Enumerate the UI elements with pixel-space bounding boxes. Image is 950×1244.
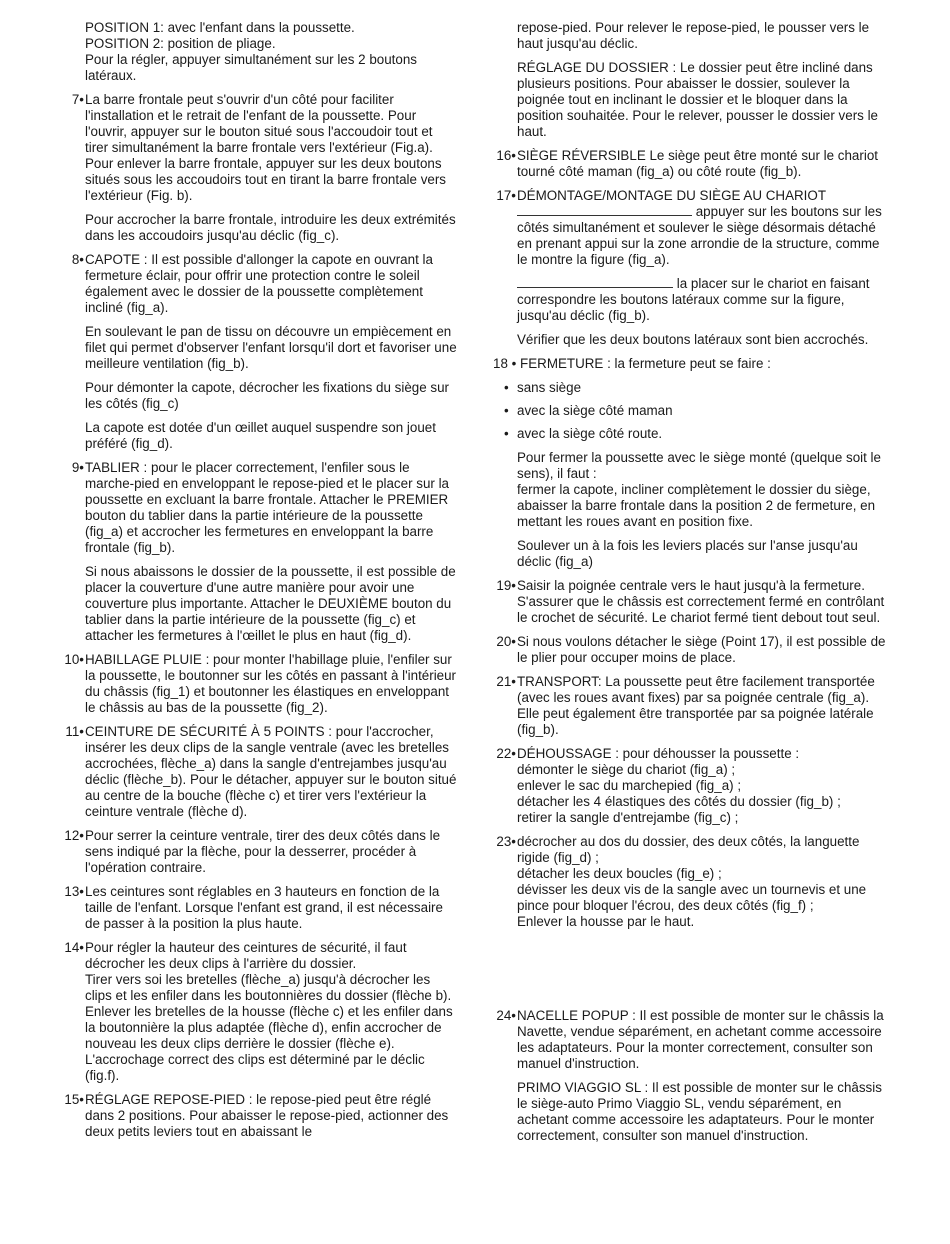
- item-19: [490, 578, 892, 626]
- item-number: 23•: [496, 834, 516, 849]
- paragraph: Tirer vers soi les bretelles (flèche_a) jusqu'à décrocher les clips et les enfiler dans les boutonnières du dossier (flèche b). Enlever les bretelles de la housse (flèche c) et les enfiler dans la boutonnière la plus adaptée (flèche d), enfin accrocher de nouveau les deux clips derrière le dossier (flèche e). L'accrochage correct des clips est déterminé par le déclic (fig.f).: [85, 972, 453, 1083]
- item-9: [58, 460, 458, 644]
- item-number: 21•: [496, 674, 516, 689]
- item-number: 18 •: [493, 356, 517, 371]
- text-line: enlever le sac du marchepied (fig_a) ;: [517, 778, 742, 793]
- item-21: [490, 674, 892, 738]
- left-column: [58, 20, 458, 1148]
- paragraph: Soulever un à la fois les leviers placés sur l'anse jusqu'au déclic (fig_a): [517, 538, 858, 569]
- list-item: [490, 380, 892, 396]
- blank-line: [517, 204, 692, 216]
- intro-line: Pour la régler, appuyer simultanément sur les 2 boutons latéraux.: [85, 52, 417, 83]
- item-number: 12•: [64, 828, 84, 843]
- text-line: détacher les deux boucles (fig_e) ;: [517, 866, 722, 881]
- item-20: [490, 634, 892, 666]
- list-item-text: avec la siège côté maman: [517, 403, 673, 418]
- item-number: 11•: [65, 724, 84, 739]
- paragraph: TRANSPORT: La poussette peut être facilement transportée (avec les roues avant fixes) par sa poignée centrale (fig_a). Elle peut également être transportée par sa poignée latérale (fig_b).: [517, 674, 875, 737]
- item-number: 13•: [64, 884, 84, 899]
- item-18: [490, 356, 892, 570]
- paragraph: Vérifier que les deux boutons latéraux sont bien accrochés.: [517, 332, 869, 347]
- item-number: 16•: [496, 148, 516, 163]
- blank-line: [517, 276, 673, 288]
- item-number: 14•: [64, 940, 84, 955]
- item-number: 17•: [496, 188, 516, 203]
- text-line: Enlever la housse par le haut.: [517, 914, 695, 929]
- item-number: 19•: [496, 578, 516, 593]
- intro-line: POSITION 2: position de pliage.: [85, 36, 276, 51]
- paragraph: Si nous abaissons le dossier de la poussette, il est possible de placer la couverture d'une autre manière pour avoir une couverture plus importante. Attacher le DEUXIÈME bouton du tablier dans la partie intérieure de la poussette (fig_c) et attacher les fermetures à l'œillet le plus en haut (fig_d).: [85, 564, 456, 643]
- paragraph: SIÈGE RÉVERSIBLE Le siège peut être monté sur le chariot tourné côté maman (fig_a) ou côté route (fig_b).: [517, 148, 878, 179]
- item-number: 20•: [496, 634, 516, 649]
- right-column: [490, 20, 892, 1152]
- item-title: DÉMONTAGE/MONTAGE DU SIÈGE AU CHARIOT: [517, 188, 827, 203]
- paragraph: Pour accrocher la barre frontale, introduire les deux extrémités dans les accoudoirs jusqu'au déclic (fig_c).: [85, 212, 456, 243]
- intro-block: [58, 20, 458, 84]
- paragraph: fermer la capote, incliner complètement le dossier du siège, abaisser la barre frontale dans la position 2 de fermeture, en mettant les roues avant en position fixe.: [517, 482, 876, 529]
- item-8: [58, 252, 458, 452]
- text-line: dévisser les deux vis de la sangle avec un tournevis et une pince pour bloquer l'écrou, des deux côtés (fig_f) ;: [517, 882, 867, 913]
- blank-space: [490, 938, 892, 1008]
- item-number: 9•: [71, 460, 84, 475]
- paragraph: PRIMO VIAGGIO SL : Il est possible de monter sur le châssis le siège-auto Primo Viaggio SL, vendu séparément, en achetant comme accessoire les adaptateurs. Pour le monter correctement, consulter son manuel d'instruction.: [517, 1080, 882, 1143]
- text-line: détacher les 4 élastiques des côtés du dossier (fig_b) ;: [517, 794, 841, 809]
- bullet-dot: •: [504, 380, 509, 395]
- paragraph: Si nous voulons détacher le siège (Point 17), il est possible de le plier pour occuper moins de place.: [517, 634, 886, 665]
- paragraph: RÉGLAGE REPOSE-PIED : le repose-pied peut être réglé dans 2 positions. Pour abaisser le repose-pied, actionner des deux petits leviers tout en abaissant le: [85, 1092, 449, 1139]
- item-18-heading: [490, 356, 892, 372]
- item-13: [58, 884, 458, 932]
- paragraph: Saisir la poignée centrale vers le haut jusqu'à la fermeture. S'assurer que le châssis est correctement fermé en contrôlant le crochet de sécurité. Le chariot fermé tient debout tout seul.: [517, 578, 885, 625]
- paragraph: En soulevant le pan de tissu on découvre un empiècement en filet qui permet d'observer l'enfant lorsqu'il dort et favoriser une meilleure ventilation (fig_b).: [85, 324, 457, 371]
- text-line: DÉHOUSSAGE : pour déhousser la poussette :: [517, 746, 800, 761]
- list-item: [490, 426, 892, 442]
- item-23: [490, 834, 892, 930]
- list-item-text: sans siège: [517, 380, 582, 395]
- item-14: [58, 940, 458, 1084]
- paragraph: repose-pied. Pour relever le repose-pied, le pousser vers le haut jusqu'au déclic.: [517, 20, 870, 51]
- bullet-dot: •: [504, 403, 509, 418]
- text-line: décrocher au dos du dossier, des deux côtés, la languette rigide (fig_d) ;: [517, 834, 860, 865]
- item-18-body: [490, 450, 892, 570]
- item-number: 8•: [71, 252, 84, 267]
- paragraph: Pour démonter la capote, décrocher les fixations du siège sur les côtés (fig_c): [85, 380, 449, 411]
- list-item-text: avec la siège côté route.: [517, 426, 663, 441]
- paragraph: RÉGLAGE DU DOSSIER : Le dossier peut être incliné dans plusieurs positions. Pour abaisser le dossier, soulever la poignée tout en inclinant le dossier et le bloquer dans la position souhaitée. Pour le relever, pousser le dossier vers le haut.: [517, 60, 878, 139]
- list-item: [490, 403, 892, 419]
- paragraph: Pour serrer la ceinture ventrale, tirer des deux côtés dans le sens indiqué par la flèche, pour la desserrer, procéder à l'opération contraire.: [85, 828, 441, 875]
- paragraph: La capote est dotée d'un œillet auquel suspendre son jouet préféré (fig_d).: [85, 420, 436, 451]
- text-line: démonter le siège du chariot (fig_a) ;: [517, 762, 736, 777]
- paragraph: [517, 276, 892, 324]
- paragraph-text: la placer sur le chariot en faisant correspondre les boutons latéraux comme sur la figure, jusqu'au déclic (fig_b).: [517, 276, 870, 323]
- intro-line: POSITION 1: avec l'enfant dans la poussette.: [85, 20, 355, 35]
- paragraph: La barre frontale peut s'ouvrir d'un côté pour faciliter l'installation et le retrait de l'enfant de la poussette. Pour l'ouvrir, appuyer sur le bouton situé sous l'accoudoir tout et tirer simultanément la barre frontale vers l'extérieur (Fig.a). Pour enlever la barre frontale, appuyer sur les deux boutons situés sous les accoudoirs tout en tirant la barre frontale vers l'extérieur (Fig. b).: [85, 92, 446, 203]
- item-22: [490, 746, 892, 826]
- paragraph: Pour régler la hauteur des ceintures de sécurité, il faut décrocher les deux clips à l'arrière du dossier.: [85, 940, 407, 971]
- paragraph: Les ceintures sont réglables en 3 hauteurs en fonction de la taille de l'enfant. Lorsque l'enfant est grand, il est nécessaire de passer à la position la plus haute.: [85, 884, 443, 931]
- item-15: [58, 1092, 458, 1140]
- text-line: retirer la sangle d'entrejambe (fig_c) ;: [517, 810, 739, 825]
- item-11: [58, 724, 458, 820]
- paragraph: [517, 204, 892, 268]
- paragraph: NACELLE POPUP : Il est possible de monter sur le châssis la Navette, vendue séparément, en achetant comme accessoire les adaptateurs. Pour la monter correctement, consulter son manuel d'instruction.: [517, 1008, 884, 1071]
- paragraph: CEINTURE DE SÉCURITÉ À 5 POINTS : pour l'accrocher, insérer les deux clips de la sangle ventrale (avec les bretelles accrochées, flèche_a) dans la sangle d'entrejambes jusqu'au déclic (flèche_b). Pour le détacher, appuyer sur le bouton situé au centre de la bouche (flèche c) et tirer vers l'extérieur la ceinture ventrale (flèche d).: [85, 724, 457, 819]
- continuation-block: [490, 20, 892, 140]
- item-7: [58, 92, 458, 244]
- bullet-list: [490, 380, 892, 442]
- item-17: [490, 188, 892, 348]
- paragraph: HABILLAGE PLUIE : pour monter l'habillage pluie, l'enfiler sur la poussette, le boutonner sur les côtés en passant à l'intérieur du châssis (fig_1) et boutonner les élastiques en enveloppant le châssis au bas de la poussette (fig_2).: [85, 652, 457, 715]
- item-number: 10•: [64, 652, 84, 667]
- item-number: 7•: [71, 92, 84, 107]
- item-16: [490, 148, 892, 180]
- paragraph: CAPOTE : Il est possible d'allonger la capote en ouvrant la fermeture éclair, pour offrir une protection contre le soleil également avec le dossier de la poussette complètement incliné (fig_a).: [85, 252, 433, 315]
- bullet-dot: •: [504, 426, 509, 441]
- item-title: FERMETURE : la fermeture peut se faire :: [520, 356, 771, 371]
- paragraph: TABLIER : pour le placer correctement, l'enfiler sous le marche-pied en enveloppant le repose-pied et le placer sur la poussette en excluant la barre frontale. Attacher le PREMIER bouton du tablier dans la partie intérieure de la poussette (fig_a) et accrocher les fermetures en enveloppant la barre frontale (fig_b).: [85, 460, 449, 555]
- item-12: [58, 828, 458, 876]
- item-10: [58, 652, 458, 716]
- item-24: [490, 1008, 892, 1144]
- item-number: 24•: [496, 1008, 516, 1023]
- item-number: 15•: [64, 1092, 84, 1107]
- paragraph: Pour fermer la poussette avec le siège monté (quelque soit le sens), il faut :: [517, 450, 881, 481]
- item-number: 22•: [496, 746, 516, 761]
- paragraph-text: appuyer sur les boutons sur les côtés simultanément et soulever le siège désormais détaché en prenant appui sur la zone arrondie de la structure, comme le montre la figure (fig_a).: [517, 204, 882, 267]
